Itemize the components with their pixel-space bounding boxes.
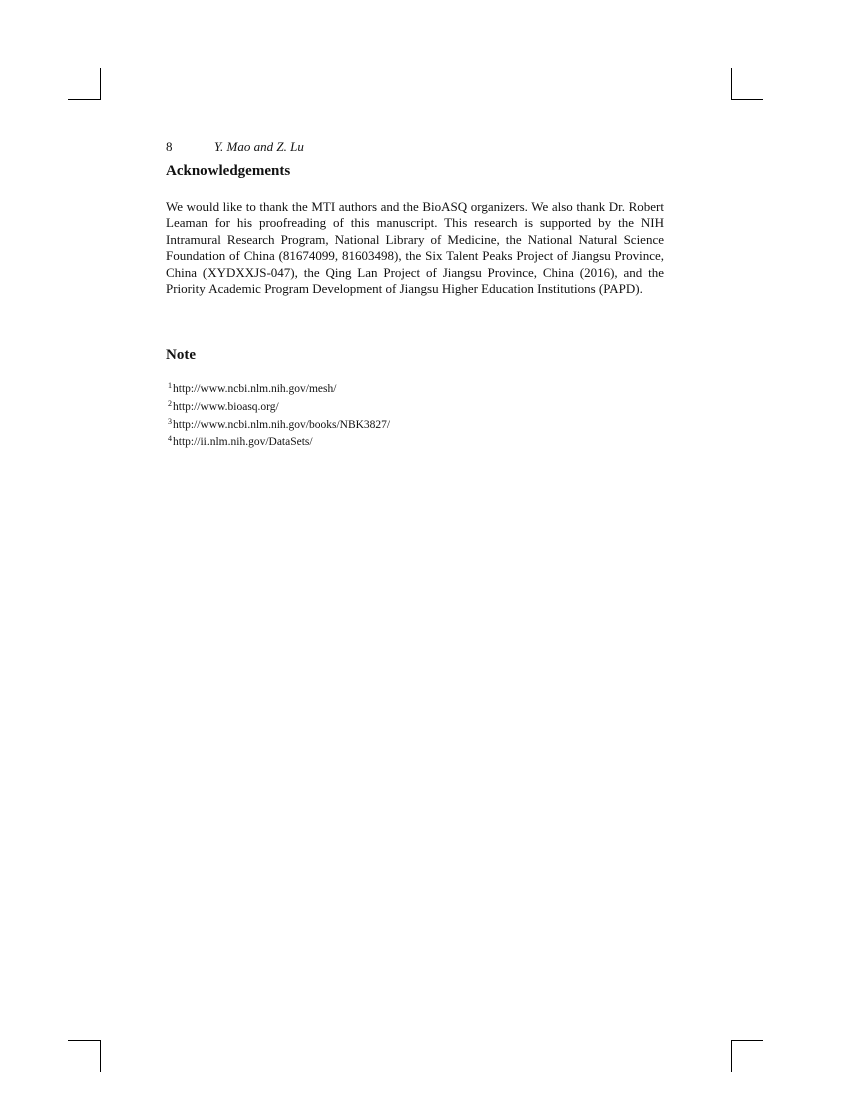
crop-mark-bottom-right-h [731, 1040, 763, 1041]
running-head-authors: Y. Mao and Z. Lu [214, 139, 304, 154]
note-link[interactable]: http://www.ncbi.nlm.nih.gov/books/NBK3827/ [173, 418, 391, 431]
note-item [168, 397, 648, 415]
crop-mark-bottom-left-h [68, 1040, 100, 1041]
crop-mark-top-right-v [731, 68, 732, 100]
note-number: 1 [168, 381, 172, 390]
note-link[interactable]: http://www.bioasq.org/ [173, 400, 279, 413]
note-link[interactable]: http://www.ncbi.nlm.nih.gov/mesh/ [173, 383, 337, 395]
acknowledgements-heading: Acknowledgements [166, 163, 291, 179]
crop-mark-top-left-h [68, 99, 100, 100]
note-item [168, 415, 648, 433]
running-head [166, 139, 304, 155]
acknowledgements-text: We would like to thank the MTI authors and the BioASQ organizers. We also thank Dr. Robert Leaman for his proofreading of this manuscript. This research is supported by the NIH Intramural Research Program, National Library of Medicine, the National Natural Science Foundation of China (81674099, 81603498), the Six Talent Peaks Project of Jiangsu Province, China (XYDXXJS-047), the Qing Lan Project of Jiangsu Province, China (2016), and the Priority Academic Program Development of Jiangsu Higher Education Institutions (PAPD). [166, 199, 664, 297]
note-item [168, 432, 648, 450]
crop-mark-bottom-right-v [731, 1040, 732, 1072]
notes-list [168, 379, 648, 450]
page-number: 8 [166, 139, 173, 154]
note-number: 4 [168, 434, 172, 444]
crop-mark-top-right-h [731, 99, 763, 100]
note-number: 3 [168, 416, 172, 426]
note-link[interactable]: http://ii.nlm.nih.gov/DataSets/ [173, 436, 313, 449]
note-item [168, 379, 648, 397]
crop-mark-top-left-v [100, 68, 101, 100]
note-heading: Note [166, 347, 196, 363]
note-number: 2 [168, 398, 172, 408]
crop-mark-bottom-left-v [100, 1040, 101, 1072]
